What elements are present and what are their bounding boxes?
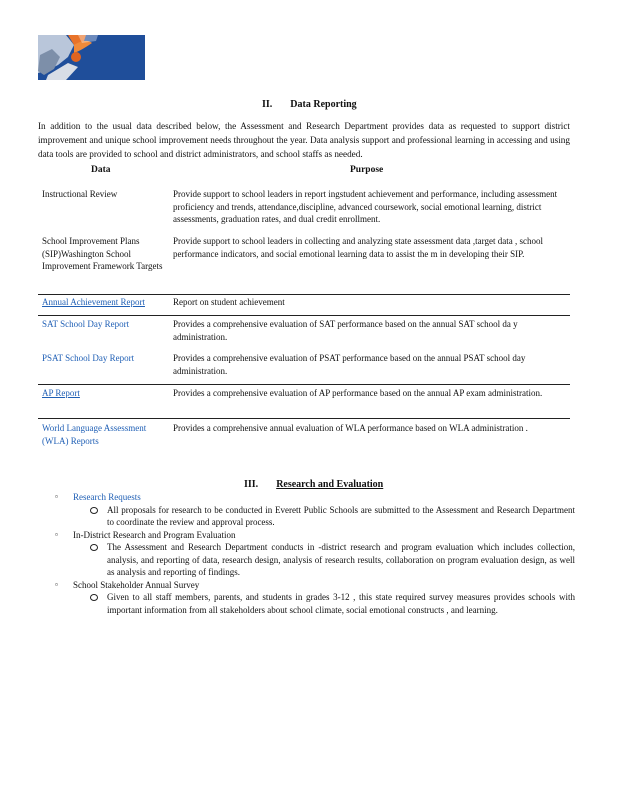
data-cell: Instructional Review [42, 189, 118, 199]
circle-bullet-icon [90, 594, 98, 601]
row-divider [38, 418, 570, 419]
section-heading-data-reporting [262, 99, 357, 110]
row-divider [38, 294, 570, 295]
table-header [38, 165, 570, 183]
wla-reports-link[interactable]: World Language Assessment (WLA) Reports [42, 423, 147, 446]
subitem-text: Given to all staff members, parents, and students in grades 3-12 , this state required survey measures provides schools with important information from all stakeholders about school climate, social emotional constructs , and learning. [107, 592, 575, 615]
sat-school-day-report-link[interactable]: SAT School Day Report [42, 319, 130, 329]
bullet-icon: ▫ [55, 579, 58, 589]
section-heading-research-evaluation [244, 479, 383, 490]
psat-school-day-report-link[interactable]: PSAT School Day Report [42, 353, 135, 363]
purpose-cell: Provides a comprehensive evaluation of PSAT performance based on the annual PSAT school day administration. [173, 353, 526, 376]
section-title: Research and Evaluation [276, 479, 384, 490]
ap-report-link[interactable]: AP Report [42, 388, 80, 398]
purpose-cell: Provides a comprehensive annual evaluation of WLA performance based on WLA administration . [173, 423, 528, 433]
purpose-cell: Provide support to school leaders in collecting and analyzing state assessment data ,target data , school performance indicators, and social emotional learning data to assist the m in developing their SIP. [173, 236, 543, 259]
row-divider [38, 384, 570, 385]
bullet-icon: ▫ [55, 492, 58, 501]
section-number: II. [262, 99, 273, 110]
purpose-cell: Provides a comprehensive evaluation of AP performance based on the annual AP exam administration. [173, 388, 543, 398]
purpose-cell: Provides a comprehensive evaluation of SAT performance based on the annual SAT school da y administration. [173, 319, 518, 342]
bullet-icon: ▫ [55, 529, 58, 539]
research-list [55, 491, 575, 616]
list-subitem [55, 541, 575, 579]
circle-bullet-icon [90, 544, 98, 551]
district-logo [38, 35, 145, 80]
header-data: Data [91, 165, 111, 175]
subitem-text: The Assessment and Research Department conducts in -district research and program evaluation which includes collection, analysis, and reporting of data, research design, analysis of research results, collaboration on program evaluation design, as well as analysis and reporting of findings. [107, 542, 575, 577]
table-row [38, 235, 570, 295]
row-divider [38, 315, 570, 316]
intro-paragraph: In addition to the usual data described below, the Assessment and Research Department provides data as requested to support district improvement and unique school improvement needs throughout the year. Data analysis support and professional learning in accessing and using data tools are provided to school and district administrators, and school staffs as needed. [38, 121, 570, 159]
purpose-cell: Provide support to school leaders in report ingstudent achievement and performance, including assessment proficiency and trends, attendance,discipline, advanced coursework, social emotional learning, district assessments, graduation rates, and dual credit enrollment. [173, 189, 558, 224]
list-subitem [55, 591, 575, 616]
purpose-cell: Report on student achievement [173, 297, 285, 307]
research-requests-link[interactable]: Research Requests [73, 492, 141, 502]
list-subitem [55, 504, 575, 529]
data-reporting-table [38, 165, 570, 446]
list-item-label: School Stakeholder Annual Survey [73, 579, 200, 590]
annual-achievement-report-link[interactable]: Annual Achievement Report [42, 297, 145, 307]
list-item [55, 491, 575, 504]
list-item-label: In-District Research and Program Evaluation [73, 529, 236, 540]
data-cell: School Improvement Plans (SIP)Washington School Improvement Framework Targets [42, 236, 163, 271]
circle-bullet-icon [90, 507, 98, 514]
subitem-text: All proposals for research to be conducted in Everett Public Schools are submitted to the Assessment and Research Department to coordinate the review and approval process. [107, 504, 575, 527]
section-number: III. [244, 479, 259, 490]
list-item [55, 579, 575, 592]
header-purpose: Purpose [350, 165, 384, 175]
list-item [55, 529, 575, 542]
section-title: Data Reporting [290, 99, 357, 110]
